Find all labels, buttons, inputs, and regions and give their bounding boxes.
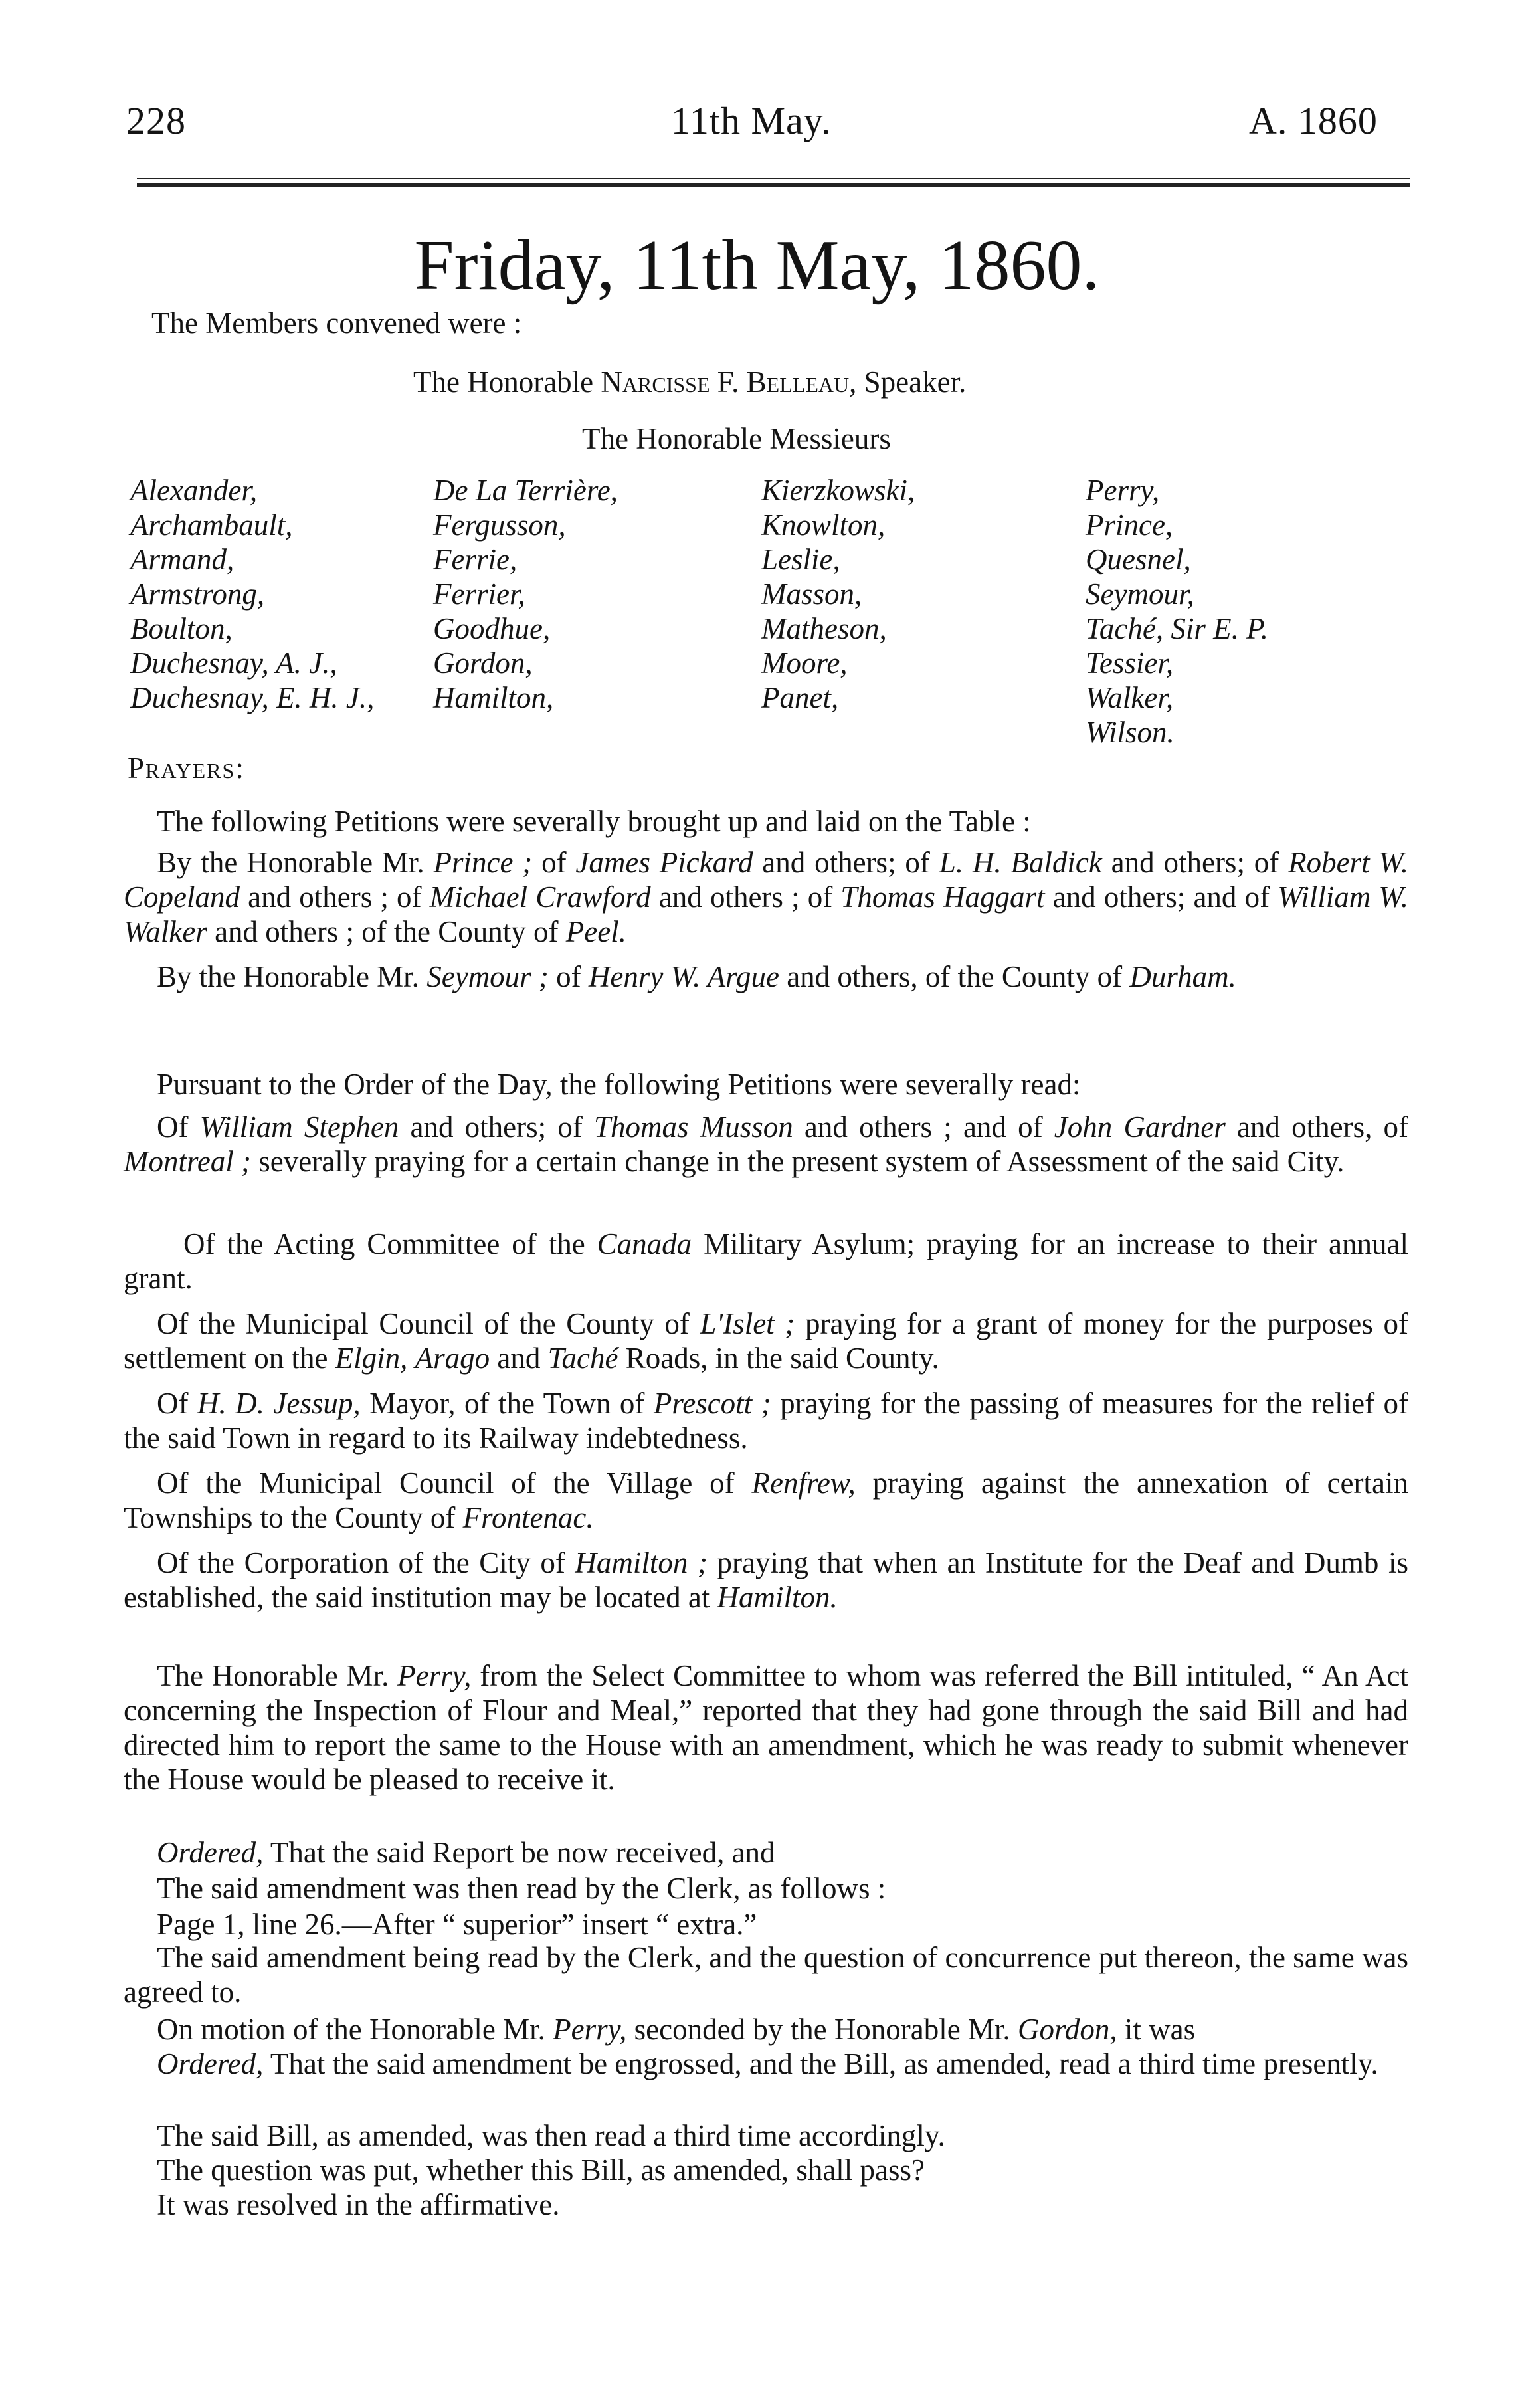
question-put: The question was put, whether this Bill, as amended, shall pass? — [157, 2154, 925, 2187]
member-column-1 — [130, 473, 374, 715]
running-head-year: A. 1860 — [1249, 99, 1378, 142]
member-name: Ferrie, — [433, 543, 518, 576]
committee-report: The Honorable Mr. Perry, from the Select Committee to whom was referred the Bill intituled, “ An Act concerning the Inspection of Flour and Meal,” reported that they had gone through the said Bill and had directed him to report the same to the House with an amendment, which he was ready to submit whenever the House would be pleased to receive it. — [124, 1659, 1408, 1796]
amendment-read: The said amendment was then read by the Clerk, as follows : — [157, 1872, 886, 1905]
member-name: Walker, — [1086, 681, 1174, 714]
member-name: Prince, — [1086, 508, 1173, 542]
member-name: Ferrier, — [433, 577, 525, 611]
member-name: Masson, — [761, 577, 862, 611]
member-name: Gordon, — [433, 647, 533, 680]
member-name: Wilson. — [1086, 716, 1175, 749]
member-column-3 — [761, 473, 915, 715]
messieurs-line: The Honorable Messieurs — [582, 422, 891, 455]
member-name: Panet, — [761, 681, 839, 714]
amendment-text: Page 1, line 26.—After “ superior” insert “ extra.” — [157, 1908, 757, 1941]
petitions-intro: The following Petitions were severally brought up and laid on the Table : — [157, 805, 1031, 838]
speaker-name: Narcisse F. Belleau — [601, 365, 850, 399]
petition-lislet: Of the Municipal Council of the County of L'Islet ; praying for a grant of money for the purposes of settlement on the Elgin, Arago and Taché Roads, in the said County. — [124, 1307, 1408, 1375]
petition-hamilton: Of the Corporation of the City of Hamilton ; praying that when an Institute for the Deaf and Dumb is established, the said institution may be located at Hamilton. — [124, 1546, 1408, 1614]
order-of-day-intro: Pursuant to the Order of the Day, the following Petitions were severally read: — [157, 1068, 1081, 1101]
petition-prince: By the Honorable Mr. Prince ; of James Pickard and others; of L. H. Baldick and others; of Robert W. Copeland and others ; of Michael Crawford and others ; of Thomas Haggart and others; and of William W. Walker and others ; of the County of Peel. — [124, 846, 1408, 948]
ordered-engrossed: Ordered, That the said amendment be engrossed, and the Bill, as amended, read a third time presently. — [157, 2047, 1378, 2080]
member-name: Armand, — [130, 543, 235, 576]
member-name: Armstrong, — [130, 577, 265, 611]
running-head-date: 11th May. — [671, 99, 832, 142]
member-name: Taché, Sir E. P. — [1086, 612, 1269, 645]
member-column-4 — [1086, 473, 1268, 750]
third-reading: The said Bill, as amended, was then read a third time accordingly. — [157, 2119, 945, 2152]
petition-renfrew: Of the Municipal Council of the Village of Renfrew, praying against the annexation of certain Townships to the County of Frontenac. — [124, 1466, 1408, 1534]
resolved: It was resolved in the affirmative. — [157, 2188, 560, 2221]
member-name: Quesnel, — [1086, 543, 1191, 576]
member-name: Matheson, — [761, 612, 887, 645]
member-name: Tessier, — [1086, 647, 1174, 680]
member-name: Hamilton, — [433, 681, 554, 714]
header-rule-thick — [137, 183, 1410, 187]
member-name: Duchesnay, E. H. J., — [130, 681, 375, 714]
member-column-2 — [433, 473, 618, 715]
ordered-received: Ordered, That the said Report be now received, and — [157, 1836, 775, 1869]
member-name: Seymour, — [1086, 577, 1194, 611]
member-name: Kierzkowski, — [761, 474, 915, 507]
member-name: Boulton, — [130, 612, 233, 645]
member-name: Fergusson, — [433, 508, 566, 542]
petition-assessment: Of William Stephen and others; of Thomas Musson and others ; and of John Gardner and others, of Montreal ; severally praying for a certain change in the present system of Assessment of the said City. — [124, 1110, 1409, 1178]
convened-line: The Members convened were : — [151, 306, 522, 340]
petition-asylum: Of the Acting Committee of the Canada Military Asylum; praying for an increase to their annual grant. — [124, 1227, 1408, 1295]
concurrence: The said amendment being read by the Clerk, and the question of concurrence put thereon, the same was agreed to. — [124, 1941, 1408, 2009]
member-name: Leslie, — [761, 543, 840, 576]
member-name: Moore, — [761, 647, 848, 680]
member-name: Knowlton, — [761, 508, 886, 542]
motion-line: On motion of the Honorable Mr. Perry, seconded by the Honorable Mr. Gordon, it was — [157, 2013, 1196, 2046]
prayers-heading: Prayers: — [128, 752, 245, 785]
petition-prescott: Of H. D. Jessup, Mayor, of the Town of Prescott ; praying for the passing of measures for the relief of the said Town in regard to its Railway indebtedness. — [124, 1387, 1409, 1455]
member-name: De La Terrière, — [433, 474, 618, 507]
header-rule-thin — [137, 178, 1410, 179]
petition-seymour: By the Honorable Mr. Seymour ; of Henry W. Argue and others, of the County of Durham. — [157, 960, 1236, 993]
member-name: Alexander, — [130, 474, 258, 507]
speaker-line: The Honorable Narcisse F. Belleau, Speaker. — [413, 365, 967, 399]
sitting-title: Friday, 11th May, 1860. — [414, 226, 1100, 305]
member-name: Perry, — [1086, 474, 1160, 507]
member-name: Goodhue, — [433, 612, 551, 645]
member-name: Archambault, — [130, 508, 293, 542]
page-number: 228 — [126, 99, 186, 142]
member-name: Duchesnay, A. J., — [130, 647, 337, 680]
